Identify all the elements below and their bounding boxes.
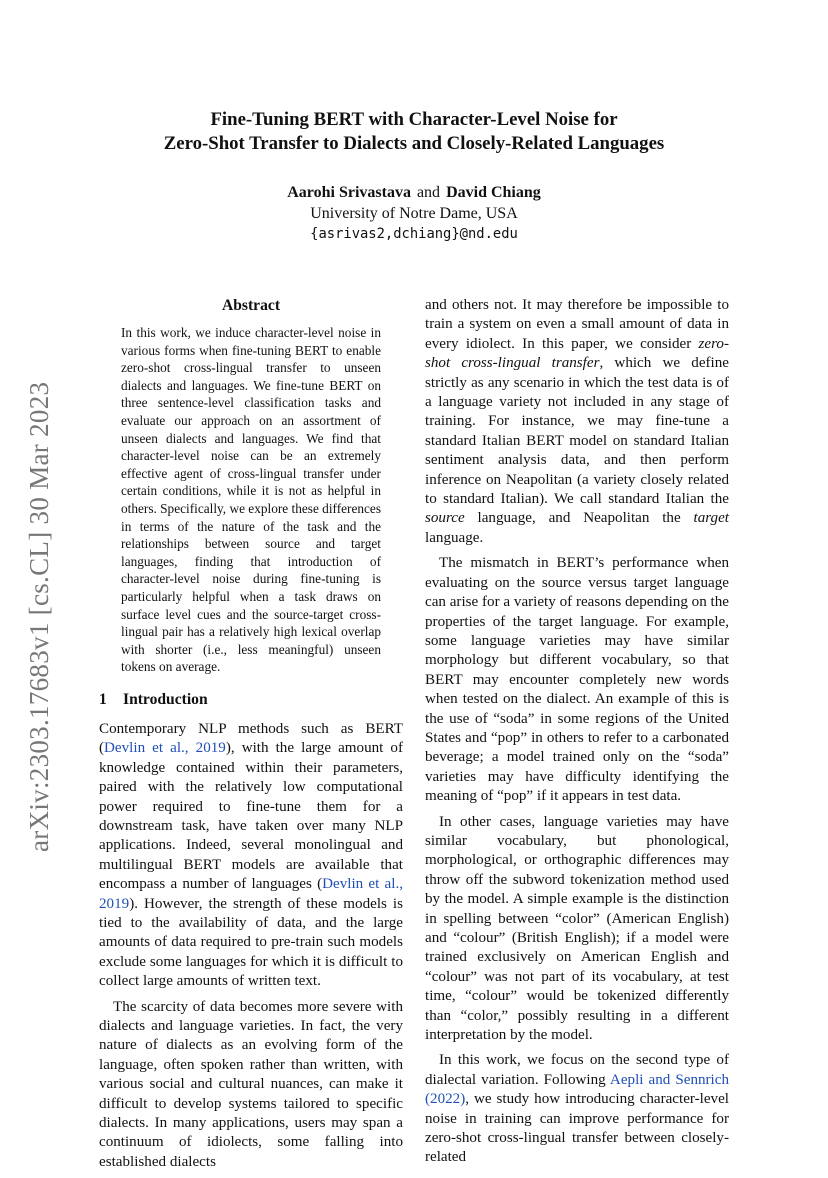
- abstract-text: In this work, we induce character-level noise in various forms when fine-tuning BERT to enable zero-shot cross-lingual transfer to unseen dialects and languages. We fine-tune BERT on three sentence-level classification tasks and evaluate our approach on an assortment of unseen dialects and languages. We find that character-level noise can be an extremely effective agent of cross-lingual transfer under certain conditions, while it is not as helpful in others. Specifically, we explore these differences in terms of the nature of the task and the relationships between source and target languages, finding that introduction of character-level noise during fine-tuning is particularly helpful when a task draws on surface level cues and the source-target cross-lingual pair has a relatively high lexical overlap with shorter (i.e., less meaningful) unseen tokens on average.: [121, 325, 381, 675]
- author-email: {asrivas2,dchiang}@nd.edu: [310, 226, 518, 242]
- right-paragraph-4: [425, 1051, 729, 1167]
- intro-p1-text-a: Contemporary NLP methods such as BERT (: [99, 720, 403, 757]
- title-line-1: Fine-Tuning BERT with Character-Level Noise for: [210, 109, 618, 130]
- section-heading-introduction: [99, 690, 403, 710]
- right-p1-text-a: and others not. It may therefore be impossible to train a system on even a small amount of data in every idiolect. In this paper, we consider: [425, 297, 729, 352]
- term-source: source: [425, 510, 465, 527]
- section-title: Introduction: [123, 690, 208, 708]
- abstract-heading: Abstract: [221, 297, 281, 314]
- term-target: target: [693, 510, 729, 527]
- citation-aepli-sennrich-2022[interactable]: Aepli and Sennrich (2022): [425, 1071, 729, 1108]
- term-zero-shot: zero-shot cross-lingual transfer: [425, 335, 729, 372]
- intro-paragraph-2: The scarcity of data becomes more severe with dialects and language varieties. In fact, the very nature of dialects as an evolving form of the language, often spoken rather than written, with various social and cultural nuances, can make it difficult to develop systems tailored to specific dialects. In many applications, users may span a continuum of idiolects, some falling into established dialects: [99, 998, 403, 1170]
- right-p4-text-a: In this work, we focus on the second type of dialectal variation. Following: [425, 1052, 729, 1088]
- right-paragraph-2: The mismatch in BERT’s performance when evaluating on the source versus target language can arise for a variety of reasons depending on the properties of the target language. For example, some language varieties may have similar morphology but different vocabulary, so that BERT may encounter completely new words when tested on the dialect. An example of this is the use of “soda” in some regions of the United States and “pop” in others to refer to a carbonated beverage; a model trained only on the “soda” varieties may have difficulty identifying the meaning of “pop” if it appears in test data.: [425, 555, 729, 805]
- author-1: Aarohi Srivastava: [287, 184, 411, 201]
- right-p4-text-b: , we study how introducing character-level noise in training can improve performance for zero-shot cross-lingual transfer between closely-related: [425, 1091, 729, 1166]
- affiliation: University of Notre Dame, USA: [310, 205, 518, 222]
- right-p1-text-d: language.: [425, 529, 484, 546]
- author-conjunction: and: [416, 184, 441, 201]
- author-2: David Chiang: [446, 184, 541, 201]
- citation-devlin-2019-second[interactable]: Devlin et al., 2019: [99, 876, 403, 912]
- arxiv-stamp: [18, 360, 68, 860]
- intro-paragraph-1: [99, 720, 403, 992]
- right-paragraph-3: In other cases, language varieties may have similar vocabulary, but phonological, morphological, or orthographic differences may throw off the subword tokenization method used by the model. A simple example is the distinction in spelling between “color” (American English) and “colour” (British English); if a model were trained exclusively on American English and “colour” was not part of its vocabulary, at test time, “colour” would be tokenized differently than “color,” possibly resulting in a different interpretation by the model.: [425, 813, 729, 1044]
- author-block: [100, 182, 728, 245]
- author-names: [100, 182, 728, 203]
- right-column: [425, 296, 729, 1174]
- intro-p1-text-c: ). However, the strength of these models is tied to the availability of data, and the large amounts of data required to pre-train such models exclude some languages for which it is difficult to collect large amounts of written text.: [99, 895, 403, 990]
- paper-title: [100, 108, 728, 156]
- title-line-2: Zero-Shot Transfer to Dialects and Closely-Related Languages: [163, 133, 665, 154]
- citation-devlin-2019[interactable]: Devlin et al., 2019: [104, 740, 226, 757]
- section-number: 1: [99, 690, 107, 708]
- left-column: [99, 296, 403, 1178]
- intro-p1-text-b: ), with the large amount of knowledge contained within their parameters, paired with the relatively low computational power required to fine-tune them for a downstream task, have taken over many NLP applications. Indeed, several monolingual and multilingual BERT models are available that encompass a number of languages (: [99, 740, 403, 893]
- right-p1-text-b: , which we define strictly as any scenario in which the test data is of a language variety not included in any stage of training. For instance, we may fine-tune a standard Italian BERT model on standard Italian sentiment analysis data, and then perform inference on Neapolitan (a variety closely related to standard Italian). We call standard Italian the: [425, 355, 729, 508]
- right-p1-text-c: language, and Neapolitan the: [464, 510, 694, 527]
- right-paragraph-1: [425, 296, 729, 548]
- arxiv-stamp-text: arXiv:2303.17683v1 [cs.CL] 30 Mar 2023: [24, 381, 54, 852]
